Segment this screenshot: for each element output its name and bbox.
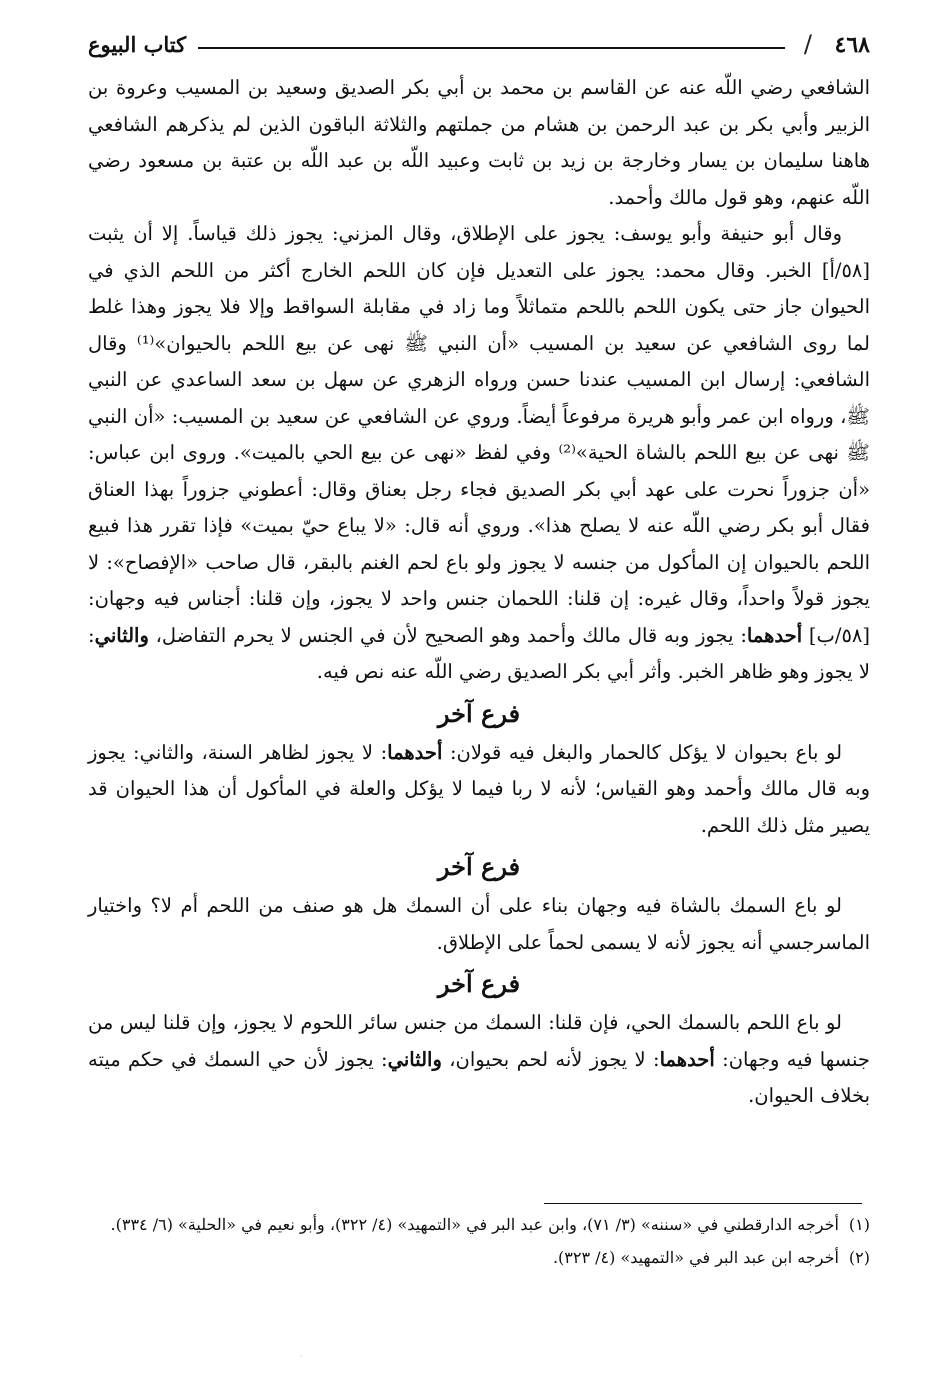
section-1-end: : لا يجوز لظاهر السنة، والثاني: يجوز وبه قال مالك وأحمد وهو القياس؛ لأنه لا ربا فيما لا يؤكل والعلة في المأكول أن هذا الحيوان قد يصير مثل ذلك اللحم. <box>88 740 870 837</box>
footnote-number: (٢) <box>848 1248 870 1267</box>
main-text <box>88 70 870 1115</box>
paragraph-2-text: وقال أبو حنيفة وأبو يوسف: يجوز على الإطلاق، وقال المزني: يجوز ذلك قياساً. إلا أن يثبت [٥٨/أ] الخبر. وقال محمد: يجوز على التعديل فإن كان اللحم الخارج أكثر من اللحم الذي في الحيوان جاز حتى يكون اللحم باللحم متماثلاً وما زاد في مقابلة السواقط وإلا فلا يجوز وهذا غلط لما روى الشافعي عن سعيد بن المسيب «أن النبي ﷺ نهى عن بيع اللحم بالحيوان»⁽¹⁾ وقال الشافعي: إرسال ابن المسيب عندنا حسن ورواه الزهري عن سهل بن سعد الساعدي عن النبي ﷺ، ورواه ابن عمر وأبو هريرة مرفوعاً أيضاً. وروي عن الشافعي عن سعيد بن المسيب: «أن النبي ﷺ نهى عن بيع اللحم بالشاة الحية»⁽²⁾ وفي لفظ «نهى عن بيع الحي بالميت». وروى ابن عباس: «أن جزوراً نحرت على عهد أبي بكر الصديق فجاء رجل بعناق وقال: أعطوني جزوراً بهذا العناق فقال أبو بكر رضي اللّه عنه لا يصلح هذا». وروي أنه قال: «لا يباع حيّ بميت» فإذا تقرر هذا فبيع اللحم بالحيوان إن المأكول من جنسه لا يجوز ولو باع لحم الغنم بالبقر، قال صاحب «الإفصاح»: لا يجوز قولاً واحداً، وقال غيره: إن قلنا: اللحمان جنس واحد لا يجوز، وإن قلنا: أجناس فيه وجهان: [٥٨/ب] <box>88 222 870 647</box>
section-3-mid: : لا يجوز لأنه لحم بحيوان، <box>449 1047 660 1071</box>
section-3-start: لو باع اللحم بالسمك الحي، فإن قلنا: السمك من جنس سائر اللحوم لا يجوز، وإن قلنا ليس من جنسها فيه وجهان: <box>88 1011 870 1071</box>
section-heading-1: فرع آخر <box>437 698 521 728</box>
header-rule <box>198 47 785 49</box>
footnote-2 <box>88 1243 870 1272</box>
footnotes <box>88 1210 870 1276</box>
book-title: كتاب البيوع <box>88 32 187 57</box>
scan-speck: · <box>300 1352 303 1361</box>
footnote-number: (١) <box>848 1215 870 1234</box>
section-1-bold: أحدهما <box>387 740 443 764</box>
page-header <box>88 30 870 66</box>
paragraph-2 <box>88 216 870 691</box>
page-number: ٤٦٨ <box>834 32 870 58</box>
footnote-separator <box>544 1203 862 1204</box>
section-3-end: : يجوز لأن حي السمك في حكم ميته بخلاف الحيوان. <box>88 1047 870 1107</box>
section-heading-3: فرع آخر <box>437 969 521 998</box>
paragraph-2-end: : لا يجوز وهو ظاهر الخبر. وأثر أبي بكر الصديق رضي اللّه عنه نص فيه. <box>88 623 870 683</box>
section-1-start: لو باع بحيوان لا يؤكل كالحمار والبغل فيه قولان: <box>449 740 843 764</box>
footnote-text: أخرجه الدارقطني في «سننه» (٣/ ٧١)، وابن عبد البر في «التمهيد» (٤/ ٣٢٢)، وأبو نعيم في «الحلية» (٦/ ٣٣٤). <box>110 1215 839 1234</box>
paragraph-2-bold-second: والثاني <box>94 623 149 647</box>
section-3-bold-second: والثاني <box>387 1047 442 1071</box>
section-heading-2: فرع آخر <box>437 852 521 881</box>
paragraph-1: الشافعي رضي اللّه عنه عن القاسم بن محمد بن أبي بكر الصديق وسعيد بن المسيب وعروة بن الزبير وأبي بكر بن عبد الرحمن بن هشام من جملتهم والثلاثة الباقون الذين لم يذكرهم الشافعي هاهنا سليمان بن يسار وخارجة بن زيد بن ثابت وعبيد اللّه بن عبد اللّه بن عتبة بن مسعود رضي اللّه عنهم، وهو قول مالك وأحمد. <box>88 76 870 209</box>
section-3-bold-first: أحدهما <box>659 1047 715 1071</box>
paragraph-2-mid: : يجوز وبه قال مالك وأحمد وهو الصحيح لأن في الجنس لا يحرم التفاضل، <box>155 623 747 647</box>
section-1-paragraph <box>88 735 870 845</box>
header-slash: / <box>803 30 812 58</box>
section-3-paragraph <box>88 1005 870 1115</box>
footnote-text: أخرجه ابن عبد البر في «التمهيد» (٤/ ٣٢٣). <box>552 1248 839 1267</box>
footnote-1 <box>88 1210 870 1239</box>
paragraph-2-bold-first: أحدهما <box>746 623 803 647</box>
section-2-paragraph: لو باع السمك بالشاة فيه وجهان بناء على أن السمك هل هو صنف من اللحم أم لا؟ واختيار الماسرجسي أنه يجوز لأنه لا يسمى لحماً على الإطلاق. <box>88 894 870 954</box>
